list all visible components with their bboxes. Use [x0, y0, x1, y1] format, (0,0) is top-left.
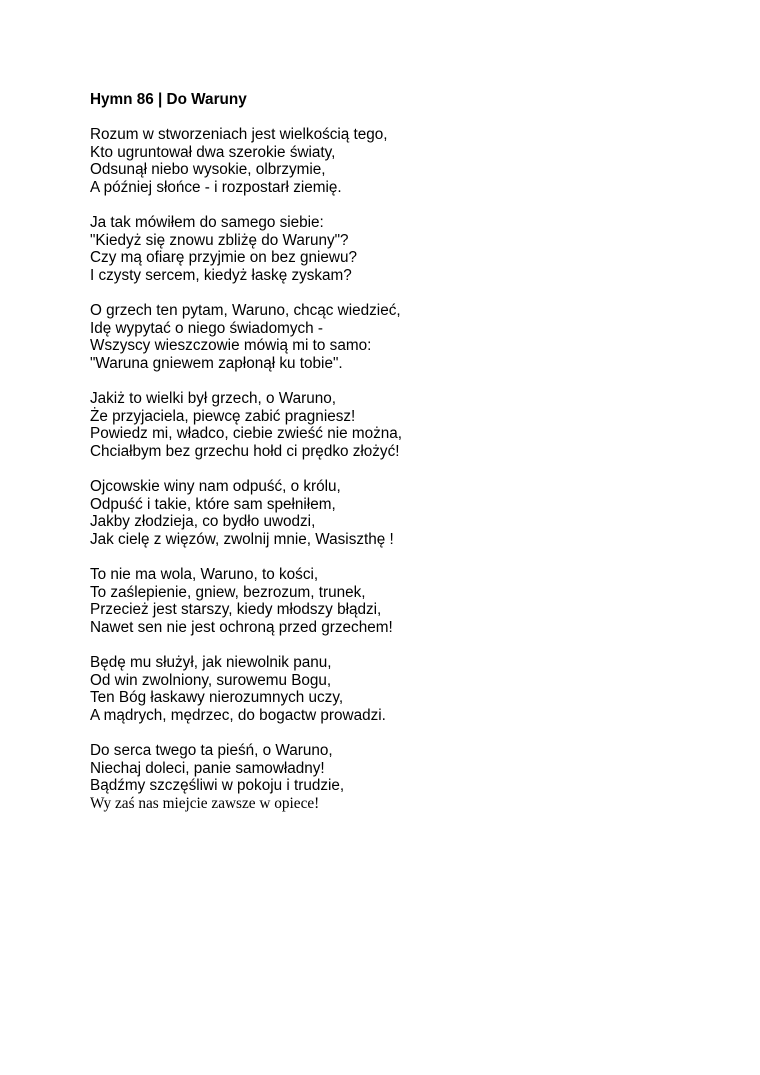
verse-line: To zaślepienie, gniew, bezrozum, trunek, [90, 583, 366, 601]
verse-line: Chciałbym bez grzechu hołd ci prędko złożyć! [90, 442, 400, 460]
verse-line: Odpuść i takie, które sam spełniłem, [90, 495, 336, 513]
verse-line: Powiedz mi, władco, ciebie zwieść nie można, [90, 425, 403, 443]
verse-line: Przecież jest starszy, kiedy młodszy błądzi, [90, 601, 382, 619]
stanza-7 [90, 654, 730, 724]
verse-line: Jak cielę z więzów, zwolnij mnie, Wasiszthę ! [90, 530, 394, 548]
verse-line: "Kiedyż się znowu zbliżę do Waruny"? [90, 231, 349, 249]
stanza-5 [90, 478, 730, 548]
verse-line: Czy mą ofiarę przyjmie on bez gniewu? [90, 249, 357, 267]
stanza-3 [90, 302, 730, 372]
verse-line: Wy zaś nas miejcie zawsze w opiece! [90, 794, 320, 812]
verse-line: Rozum w stworzeniach jest wielkością tego, [90, 126, 388, 144]
verse-line: Ja tak mówiłem do samego siebie: [90, 214, 324, 232]
verse-line: Wszyscy wieszczowie mówią mi to samo: [90, 337, 372, 355]
verse-line: Jakby złodzieja, co bydło uwodzi, [90, 513, 316, 531]
hymn-title: Hymn 86 | Do Waruny [90, 91, 247, 108]
verse-line: O grzech ten pytam, Waruno, chcąc wiedzieć, [90, 302, 401, 320]
verse-line: Odsunął niebo wysokie, olbrzymie, [90, 161, 326, 179]
verse-line: Niechaj doleci, panie samowładny! [90, 759, 325, 777]
verse-line: To nie ma wola, Waruno, to kości, [90, 566, 319, 584]
verse-line: Kto ugruntował dwa szerokie światy, [90, 143, 336, 161]
verse-line: Będę mu służył, jak niewolnik panu, [90, 654, 332, 671]
verse-line: I czysty sercem, kiedyż łaskę zyskam? [90, 266, 352, 284]
document-body [90, 91, 730, 812]
stanza-4 [90, 390, 730, 460]
verse-line: Bądźmy szczęśliwi w pokoju i trudzie, [90, 777, 345, 795]
stanza-1 [90, 126, 730, 196]
verse-line: Ojcowskie winy nam odpuść, o królu, [90, 478, 341, 496]
verse-line: Do serca twego ta pieśń, o Waruno, [90, 741, 333, 759]
stanza-8 [90, 742, 730, 812]
verse-line: "Waruna gniewem zapłonął ku tobie". [90, 354, 343, 372]
verse-line: Jakiż to wielki był grzech, o Waruno, [90, 390, 336, 408]
verse-line: Idę wypytać o niego świadomych - [90, 319, 323, 337]
verse-line: A mądrych, mędrzec, do bogactw prowadzi. [90, 706, 386, 724]
verse-line: A później słońce - i rozpostarł ziemię. [90, 178, 342, 196]
verse-line: Ten Bóg łaskawy nierozumnych uczy, [90, 689, 344, 707]
verse-line: Od win zwolniony, surowemu Bogu, [90, 671, 332, 689]
stanza-2 [90, 214, 730, 284]
stanza-6 [90, 566, 730, 636]
verse-line: Że przyjaciela, piewcę zabić pragniesz! [90, 407, 356, 425]
verse-line: Nawet sen nie jest ochroną przed grzechem! [90, 618, 393, 636]
